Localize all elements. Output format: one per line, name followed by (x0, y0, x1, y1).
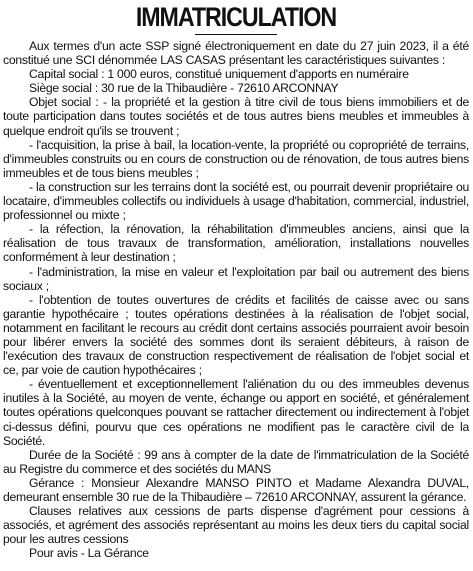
paragraph-objet-alienation: - éventuellement et exceptionnellement l'aliénation du ou des immeubles devenus inutiles à la Société, au moyen de vente, échange ou apport en société, et généralement toutes opérations quelconques pouvant se rattacher directement ou indirectement à l'objet ci-dessus défini, pourvu que ces opérations ne modifient pas le caractère civil de la Société. (3, 377, 469, 448)
paragraph-duree: Durée de la Société : 99 ans à compter de la date de l'immatriculation de la Société au Registre du commerce et des sociétés du MANS (3, 447, 469, 476)
paragraph-intro: Aux termes d'un acte SSP signé électroniquement en date du 27 juin 2023, il a été constitué une SCI dénommée LAS CASAS présentant les caractéristiques suivantes : (3, 39, 469, 68)
paragraph-capital: Capital social : 1 000 euros, constitué uniquement d'apports en numéraire (29, 67, 409, 82)
paragraph-objet: Objet social : - la propriété et la gestion à titre civil de tous biens immobiliers et de toute participation dans toutes sociétés et de tous autres biens meubles et immeubles à quelque endroit qu'ils se trouvent ; (3, 95, 469, 138)
paragraph-clauses: Clauses relatives aux cessions de parts dispense d'agrément pour cessions à associés, et agrément des associés représentant au moins les deux tiers du capital social pour les autres cessions (3, 504, 469, 547)
notice-body (3, 39, 469, 560)
paragraph-objet-acquisition: - l'acquisition, la prise à bail, la location-vente, la propriété ou copropriété de terrains, d'immeubles construits ou en cours de construction ou de rénovation, de tous autres biens immeubles et de tous biens meubles ; (3, 137, 469, 180)
paragraph-objet-construction: - la construction sur les terrains dont la société est, ou pourrait devenir propriétaire ou locataire, d'immeubles collectifs ou individuels à usage d'habitation, commercial, industriel, professionnel ou mixte ; (3, 179, 469, 223)
paragraph-siege: Siège social : 30 rue de la Thibaudière - 72610 ARCONNAY (29, 81, 339, 96)
paragraph-objet-credits: - l'obtention de toutes ouvertures de crédits et facilités de caisse avec ou sans garantie hypothécaire ; toutes opérations destinées à la réalisation de l'objet social, notamment en facilitant le recours au crédit dont certains associés pourraient avoir besoin pour libérer envers la société des sommes dont ils seraient débiteurs, à raison de l'exécution des travaux de construction respectivement de réalisation de l'objet social et ce, par voie de caution hypothécaires ; (3, 292, 469, 378)
paragraph-gerance: Gérance : Monsieur Alexandre MANSO PINTO et Madame Alexandra DUVAL, demeurant ensemble 30 rue de la Thibaudière – 72610 ARCONNAY, assurent la gérance. (3, 475, 469, 504)
paragraph-objet-refection: - la réfection, la rénovation, la réhabilitation d'immeubles anciens, ainsi que la réalisation de tous travaux de transformation, amélioration, installations nouvelles conformément à leur destination ; (3, 222, 469, 265)
paragraph-objet-administration: - l'administration, la mise en valeur et l'exploitation par bail ou autrement des biens sociaux ; (3, 264, 469, 293)
title-underline (195, 34, 277, 35)
notice-title: IMMATRICULATION (135, 2, 337, 32)
paragraph-signature: Pour avis - La Gérance (29, 546, 149, 561)
